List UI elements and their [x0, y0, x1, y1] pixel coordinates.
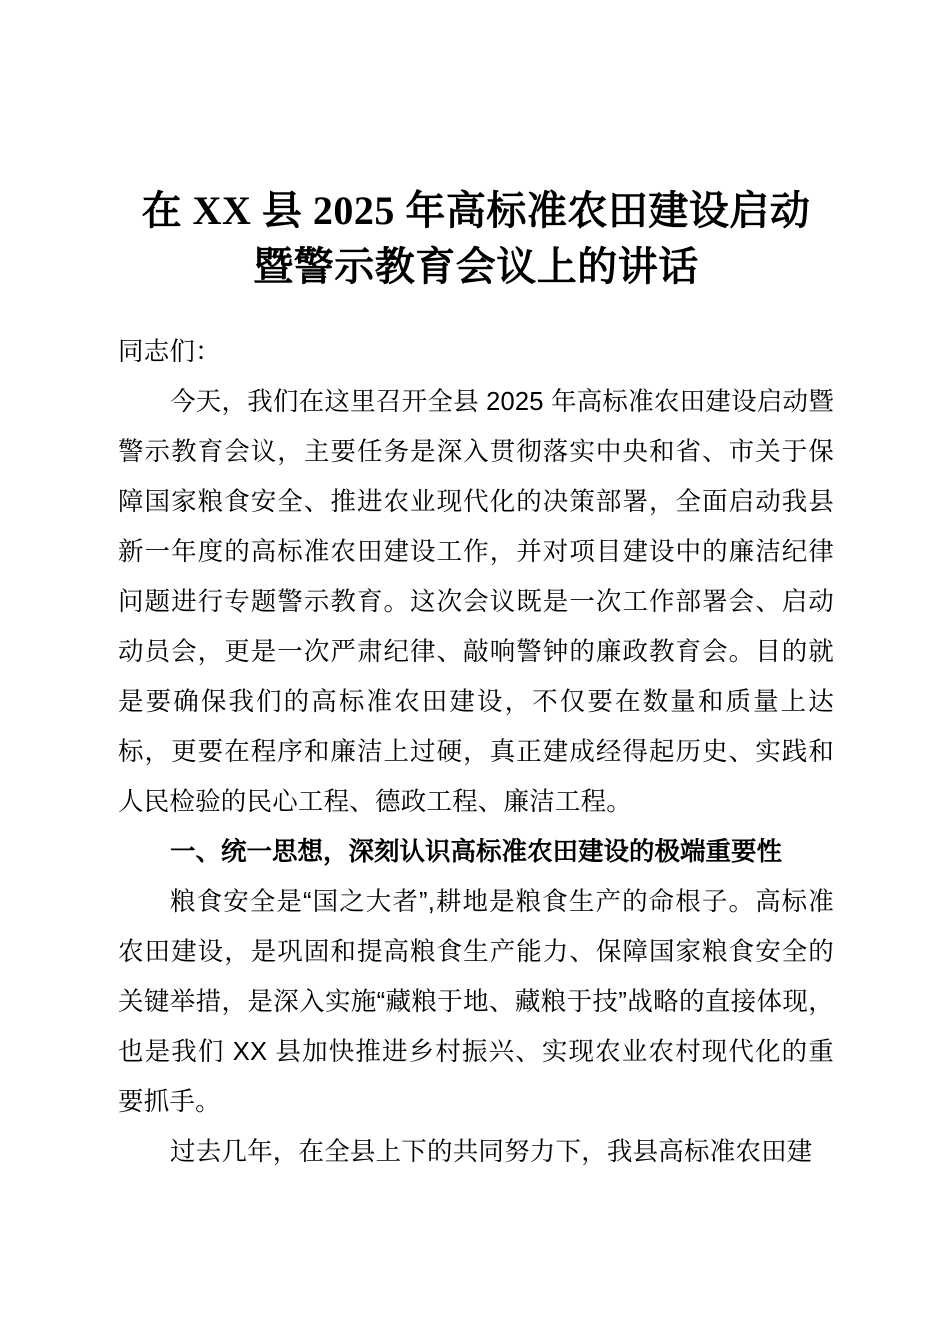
document-content	[118, 0, 834, 1177]
paragraph-2: 粮食安全是“国之大者”,耕地是粮食生产的命根子。高标准农田建设，是巩固和提高粮食生产能力、保障国家粮食安全的关键举措，是深入实施“藏粮于地、藏粮于技”战略的直接体现，也是我们 XX 县加快推进乡村振兴、实现农业农村现代化的重要抓手。	[118, 888, 834, 1116]
section-heading-1: 一、统一思想，深刻认识高标准农田建设的极端重要性	[170, 838, 783, 866]
salutation: 同志们：	[118, 338, 221, 366]
document-body	[118, 327, 834, 1177]
page-title-line-2: 暨警示教育会议上的讲话	[253, 244, 699, 289]
page-title	[118, 0, 834, 295]
paragraph-1: 今天，我们在这里召开全县 2025 年高标准农田建设启动暨警示教育会议，主要任务是深入贯彻落实中央和省、市关于保障国家粮食安全、推进农业现代化的决策部署，全面启动我县新一年度的高标准农田建设工作，并对项目建设中的廉洁纪律问题进行专题警示教育。这次会议既是一次工作部署会、启动动员会，更是一次严肃纪律、敲响警钟的廉政教育会。目的就是要确保我们的高标准农田建设，不仅要在数量和质量上达标，更要在程序和廉洁上过硬，真正建成经得起历史、实践和人民检验的民心工程、德政工程、廉洁工程。	[118, 388, 834, 816]
paragraph-3: 过去几年，在全县上下的共同努力下，我县高标准农田建	[170, 1138, 813, 1166]
page-title-line-1: 在 XX 县 2025 年高标准农田建设启动	[141, 188, 811, 233]
